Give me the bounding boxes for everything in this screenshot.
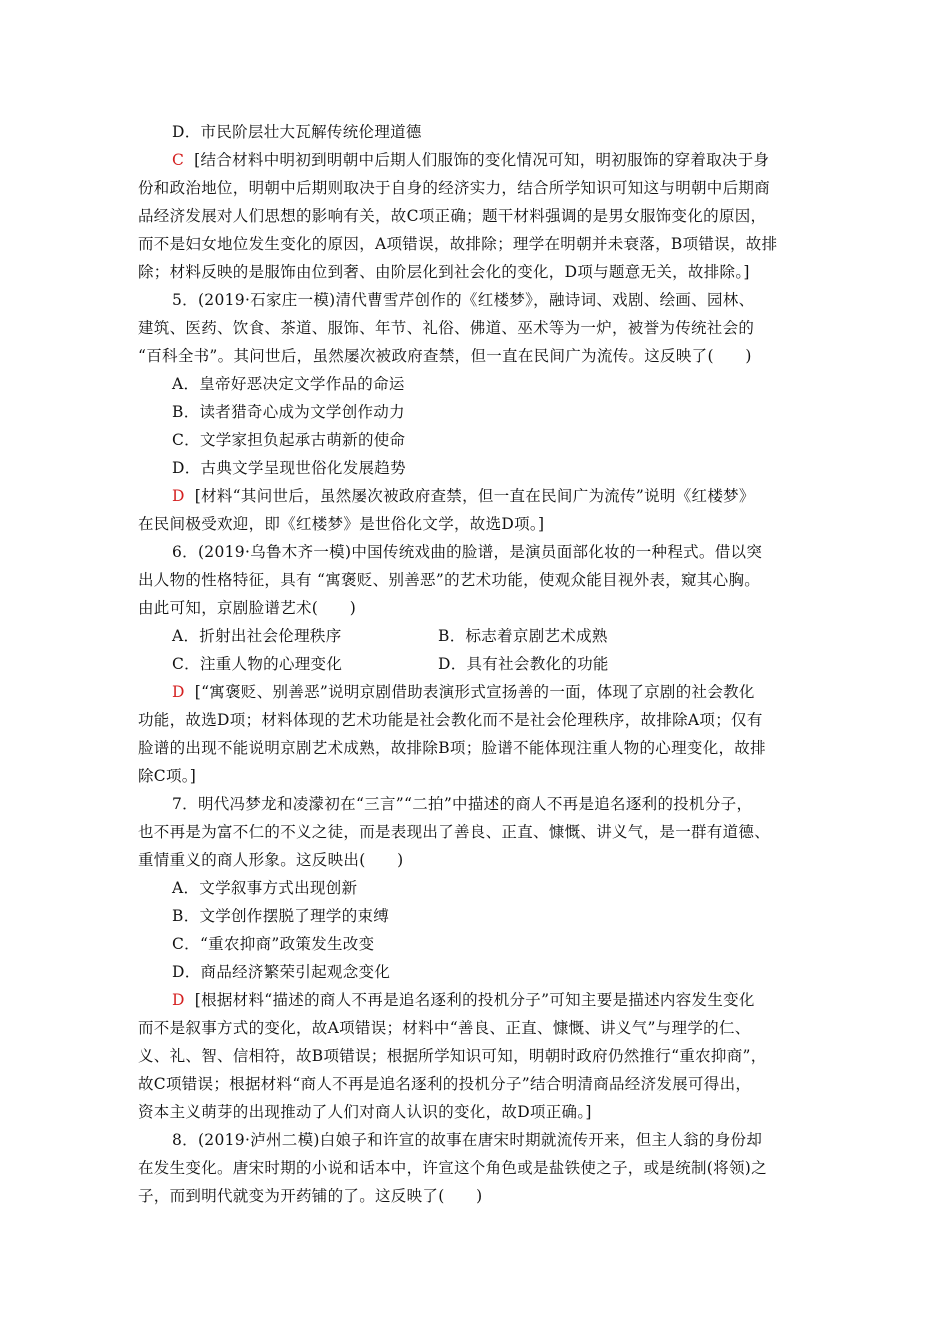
q7-explanation-line: 而不是叙事方式的变化，故A项错误；材料中“善良、正直、慷慨、讲义气”与理学的仁、 [138,1019,751,1037]
q8-stem-line: 子，而到明代就变为开药铺的了。这反映了( ) [138,1187,483,1205]
q6-explanation-line: 除C项。] [138,767,197,785]
q6-stem-line: 出人物的性格特征，具有 “寓褒贬、别善恶”的艺术功能，使观众能目视外表，窥其心胸。 [138,571,761,589]
q5-option-c: C．文学家担负起承古萌新的使命 [172,431,406,449]
q4-option-d: D．市民阶层壮大瓦解传统伦理道德 [172,123,422,141]
q4-explanation-line: C [结合材料中明初到明朝中后期人们服饰的变化情况可知，明初服饰的穿着取决于身 [172,151,770,169]
q4-explanation-line: 份和政治地位，明朝中后期则取决于自身的经济实力，结合所学知识可知这与明朝中后期商 [138,179,771,197]
q8-stem-line: 8．(2019·泸州二模)白娘子和许宣的故事在唐宋时期就流传开来，但主人翁的身份却 [172,1131,763,1149]
q6-options-row [172,650,852,678]
q6-answer: D [172,683,185,701]
q6-option-d: D．具有社会教化的功能 [438,655,609,673]
q5-option-a: A．皇帝好恶决定文学作品的命运 [172,375,405,393]
q4-explanation-line: 品经济发展对人们思想的影响有关，故C项正确；题干材料强调的是男女服饰变化的原因， [138,207,767,225]
q6-option-b: B．标志着京剧艺术成熟 [438,627,608,645]
q5-answer: D [172,487,185,505]
q5-stem-line: “百科全书”。其问世后，虽然屡次被政府查禁，但一直在民间广为流传。这反映了( ) [138,347,752,365]
q5-option-d: D．古典文学呈现世俗化发展趋势 [172,459,406,477]
q5-stem-line: 建筑、医药、饮食、茶道、服饰、年节、礼俗、佛道、巫术等为一炉，被誉为传统社会的 [138,319,755,337]
q6-stem-line: 由此可知，京剧脸谱艺术( ) [138,599,357,617]
q7-explanation-line: 故C项错误；根据材料“商人不再是追名逐利的投机分子”结合明清商品经济发展可得出， [138,1075,752,1093]
q7-option-d: D．商品经济繁荣引起观念变化 [172,963,391,981]
q6-explanation-line: 功能，故选D项；材料体现的艺术功能是社会教化而不是社会伦理秩序，故排除A项；仅有 [138,711,763,729]
q6-explanation-line: 脸谱的出现不能说明京剧艺术成熟，故排除B项；脸谱不能体现注重人物的心理变化，故排 [138,739,766,757]
q5-stem-line: 5．(2019·石家庄一模)清代曹雪芹创作的《红楼梦》，融诗词、戏剧、绘画、园林、 [172,291,755,309]
q7-answer: D [172,991,185,1009]
q7-option-c: C．“重农抑商”政策发生改变 [172,935,375,953]
q7-option-a: A．文学叙事方式出现创新 [172,879,358,897]
q7-explanation-line: 义、礼、智、信相符，故B项错误；根据所学知识可知，明朝时政府仍然推行“重农抑商”， [138,1047,767,1065]
q5-option-b: B．读者猎奇心成为文学创作动力 [172,403,405,421]
q4-explanation-line: 而不是妇女地位发生变化的原因，A项错误，故排除；理学在明朝并未衰落，B项错误，故排 [138,235,778,253]
q5-explanation-line: 在民间极受欢迎，即《红楼梦》是世俗化文学，故选D项。] [138,515,545,533]
q6-explanation-line: D [“寓褒贬、别善恶”说明京剧借助表演形式宣扬善的一面，体现了京剧的社会教化 [172,683,755,701]
q5-explanation-line: D [材料“其问世后，虽然屡次被政府查禁，但一直在民间广为流传”说明《红楼梦》 [172,487,755,505]
q7-explanation-line: 资本主义萌芽的出现推动了人们对商人认识的变化，故D项正确。] [138,1103,592,1121]
q6-stem-line: 6．(2019·乌鲁木齐一模)中国传统戏曲的脸谱，是演员面部化妆的一种程式。借以突 [172,543,763,561]
q7-stem-line: 7．明代冯梦龙和凌濛初在“三言”“二拍”中描述的商人不再是追名逐利的投机分子， [172,795,753,813]
q4-answer: C [172,151,185,169]
q7-explanation-line: D [根据材料“描述的商人不再是追名逐利的投机分子”可知主要是描述内容发生变化 [172,991,755,1009]
q4-explanation-line: 除；材料反映的是服饰由位到奢、由阶层化到社会化的变化，D项与题意无关，故排除。] [138,263,750,281]
q8-stem-line: 在发生变化。唐宋时期的小说和话本中，许宣这个角色或是盐铁使之子，或是统制(将领)之 [138,1159,767,1177]
q6-options-row [172,622,852,650]
q7-stem-line: 也不再是为富不仁的不义之徒，而是表现出了善良、正直、慷慨、讲义气，是一群有道德、 [138,823,771,841]
q7-option-b: B．文学创作摆脱了理学的束缚 [172,907,390,925]
q6-option-a: A．折射出社会伦理秩序 [172,627,342,645]
q6-option-c: C．注重人物的心理变化 [172,655,343,673]
q7-stem-line: 重情重义的商人形象。这反映出( ) [138,851,404,869]
